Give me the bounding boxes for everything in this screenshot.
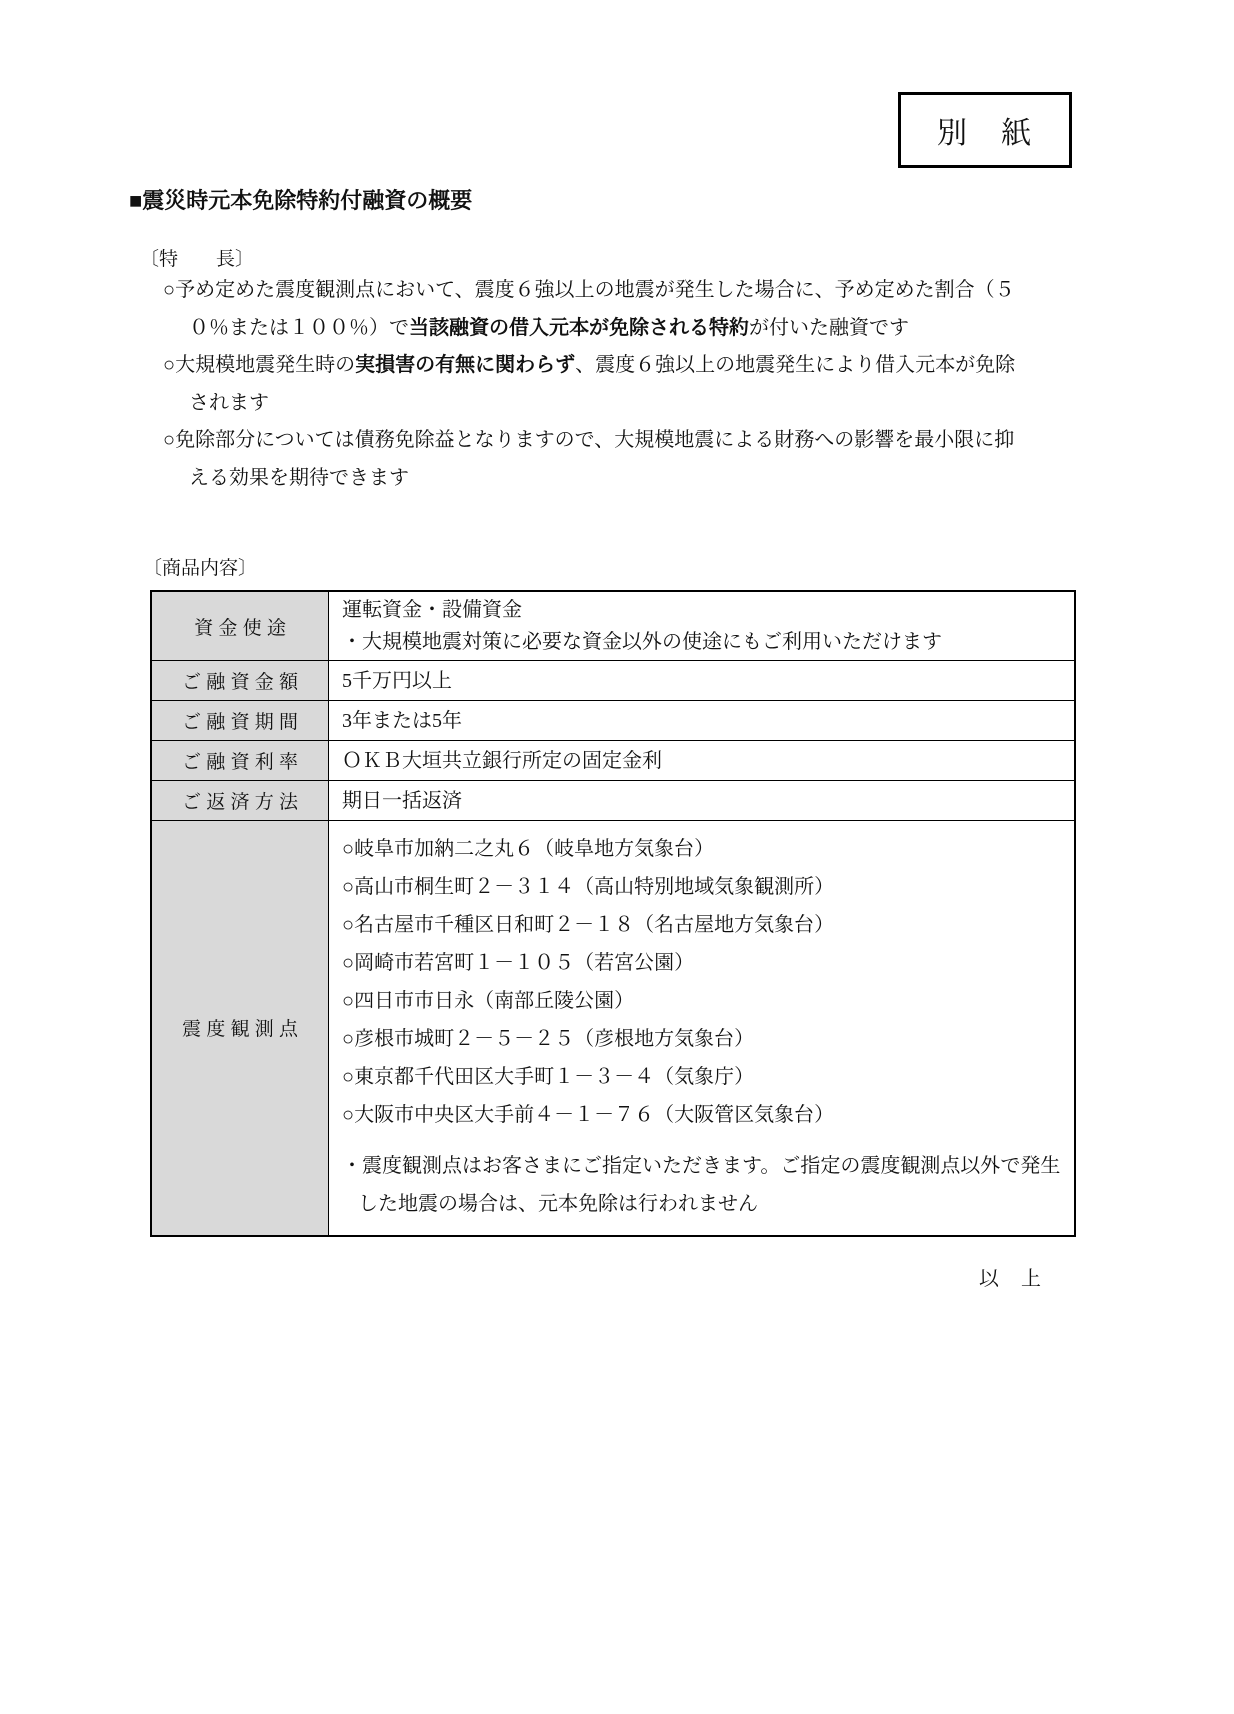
features-heading: 〔特 長〕 bbox=[140, 249, 255, 270]
attachment-box bbox=[898, 92, 1072, 168]
row-value: 5千万円以上 bbox=[329, 661, 1076, 701]
observation-point: ○岡崎市若宮町１－１０５（若宮公園） bbox=[342, 952, 695, 974]
product-table bbox=[150, 590, 1076, 1237]
observation-note: ・震度観測点はお客さまにご指定いただきます。ご指定の震度観測点以外で発生した地震の場合は、元本免除は行われません bbox=[342, 1155, 1061, 1215]
bullet-text-bold: 実損害の有無に関わらず bbox=[355, 354, 576, 376]
table-row-repayment bbox=[151, 781, 1075, 821]
table-row-usage bbox=[151, 591, 1075, 661]
row-label: 資 金 使 途 bbox=[151, 591, 329, 661]
bullet-text: 、震度６強以上の地震発生により借入元本が免除されます bbox=[189, 354, 1016, 414]
observation-point: ○岐阜市加納二之丸６（岐阜地方気象台） bbox=[342, 838, 715, 860]
row-value bbox=[329, 821, 1076, 1236]
page-title: ■震災時元本免除特約付融資の概要 bbox=[129, 188, 473, 213]
observation-point: ○東京都千代田区大手町１－３－４（気象庁） bbox=[342, 1066, 755, 1088]
bullet-text: ○免除部分については債務免除益となりますので、大規模地震による財務への影響を最小限に抑える効果を期待できます bbox=[163, 429, 1015, 489]
attachment-label: 別 紙 bbox=[937, 117, 1033, 150]
row-label: ご 融 資 利 率 bbox=[151, 741, 329, 781]
usage-line: ・大規模地震対策に必要な資金以外の使途にもご利用いただけます bbox=[342, 631, 942, 653]
bullet-text: が付いた融資です bbox=[749, 316, 909, 339]
bullet-text: ○予め定めた震度観測点において、震度６強以上の地震が発生した場合に、予め定めた割合（５０％または１００％）で bbox=[163, 279, 1015, 339]
row-label: 震 度 観 測 点 bbox=[151, 821, 329, 1236]
table-row-amount bbox=[151, 661, 1075, 701]
row-value: 3年または5年 bbox=[329, 701, 1076, 741]
observation-point: ○高山市桐生町２－３１４（高山特別地域気象観測所） bbox=[342, 876, 835, 898]
feature-bullet bbox=[163, 272, 1025, 347]
bullet-text-bold: 当該融資の借入元本が免除される特約 bbox=[409, 316, 749, 339]
bullet-text: ○大規模地震発生時の bbox=[163, 354, 356, 376]
feature-bullet bbox=[163, 422, 1025, 497]
observation-point: ○大阪市中央区大手前４－１－７６（大阪管区気象台） bbox=[342, 1104, 835, 1126]
table-row-observation-points bbox=[151, 821, 1075, 1236]
table-row-rate bbox=[151, 741, 1075, 781]
row-label: ご 融 資 期 間 bbox=[151, 701, 329, 741]
usage-line: 運転資金・設備資金 bbox=[342, 599, 522, 621]
observation-point: ○名古屋市千種区日和町２－１８（名古屋地方気象台） bbox=[342, 914, 835, 936]
row-value bbox=[329, 591, 1076, 661]
row-value: ＯＫＢ大垣共立銀行所定の固定金利 bbox=[329, 741, 1076, 781]
row-label: ご 返 済 方 法 bbox=[151, 781, 329, 821]
features-list bbox=[163, 272, 1025, 497]
observation-point: ○四日市市日永（南部丘陵公園） bbox=[342, 990, 635, 1012]
observation-point: ○彦根市城町２－５－２５（彦根地方気象台） bbox=[342, 1028, 755, 1050]
row-value: 期日一括返済 bbox=[329, 781, 1076, 821]
closing-text: 以 上 bbox=[979, 1268, 1042, 1290]
table-row-term bbox=[151, 701, 1075, 741]
feature-bullet bbox=[163, 347, 1025, 422]
product-heading: 〔商品内容〕 bbox=[143, 558, 258, 579]
row-label: ご 融 資 金 額 bbox=[151, 661, 329, 701]
